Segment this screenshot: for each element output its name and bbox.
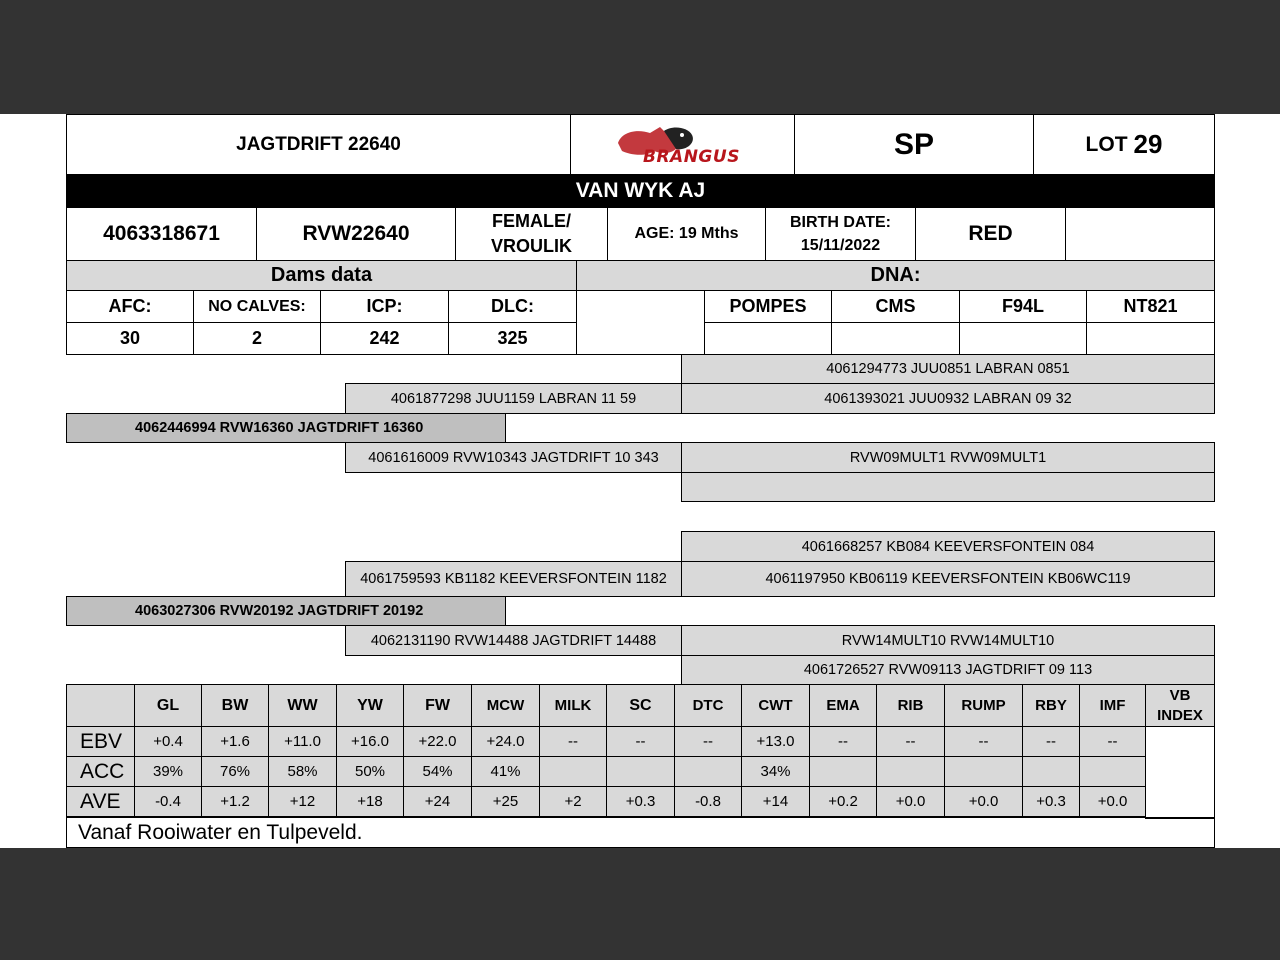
ebv-cell-ebv-rib: --	[876, 726, 945, 757]
pedigree-dam-sire: 4061759593 KB1182 KEEVERSFONTEIN 1182	[345, 561, 682, 597]
ebv-cell-ave-rump: +0.0	[944, 786, 1023, 817]
ebv-header-bw: BW	[201, 684, 269, 727]
ebv-cell-acc-rby	[1022, 756, 1080, 787]
dams-calves-value: 2	[193, 322, 321, 355]
breeder-bar: VAN WYK AJ	[66, 175, 1215, 207]
reg-number: 4063318671	[66, 207, 257, 261]
pedigree-sire-sire-sire: 4061294773 JUU0851 LABRAN 0851	[681, 354, 1215, 384]
vb-label-line2: INDEX	[1157, 706, 1203, 724]
dams-dlc-value: 325	[448, 322, 577, 355]
pedigree-dam-dam-sire: RVW14MULT10 RVW14MULT10	[681, 625, 1215, 656]
dams-icp-header: ICP:	[320, 290, 449, 323]
ebv-cell-acc-ww: 58%	[268, 756, 337, 787]
dams-icp-value: 242	[320, 322, 449, 355]
pedigree-sire-sire-dam: 4061393021 JUU0932 LABRAN 09 32	[681, 383, 1215, 414]
ebv-header-dtc: DTC	[674, 684, 742, 727]
ebv-cell-acc-cwt: 34%	[741, 756, 810, 787]
ebv-cell-ebv-sc: --	[606, 726, 675, 757]
ebv-cell-ebv-rump: --	[944, 726, 1023, 757]
ebv-cell-ave-gl: -0.4	[134, 786, 202, 817]
ebv-cell-ave-dtc: -0.8	[674, 786, 742, 817]
dams-afc-header: AFC:	[66, 290, 194, 323]
age: AGE: 19 Mths	[607, 207, 766, 261]
dams-title: Dams data	[66, 260, 577, 291]
vb-label-line1: VB	[1169, 686, 1191, 704]
ebv-header-cwt: CWT	[741, 684, 810, 727]
lot	[1033, 114, 1215, 175]
sex	[455, 207, 608, 261]
ebv-cell-acc-ema	[809, 756, 877, 787]
ebv-corner	[66, 684, 135, 727]
ebv-cell-acc-fw: 54%	[403, 756, 472, 787]
pedigree-dam-dam: 4062131190 RVW14488 JAGTDRIFT 14488	[345, 625, 682, 656]
dna-pompes-value	[704, 322, 832, 355]
ebv-row-label-acc: ACC	[66, 756, 135, 787]
ebv-cell-ebv-bw: +1.6	[201, 726, 269, 757]
birth-label: BIRTH DATE:	[789, 214, 892, 231]
dams-dlc-header: DLC:	[448, 290, 577, 323]
birth-value: 15/11/2022	[800, 237, 881, 254]
ebv-cell-ebv-ww: +11.0	[268, 726, 337, 757]
pedigree-dam-sire-sire: 4061668257 KB084 KEEVERSFONTEIN 084	[681, 531, 1215, 562]
ebv-cell-ave-yw: +18	[336, 786, 404, 817]
ebv-cell-acc-sc	[606, 756, 675, 787]
ebv-cell-ave-imf: +0.0	[1079, 786, 1146, 817]
ebv-header-sc: SC	[606, 684, 675, 727]
sex-line1: FEMALE/	[492, 211, 571, 231]
ebv-cell-ave-fw: +24	[403, 786, 472, 817]
pedigree-sire-dam-sire: RVW09MULT1 RVW09MULT1	[681, 442, 1215, 473]
ebv-header-rby: RBY	[1022, 684, 1080, 727]
ebv-cell-ave-mcw: +25	[471, 786, 540, 817]
ebv-cell-ave-ww: +12	[268, 786, 337, 817]
ebv-cell-acc-dtc	[674, 756, 742, 787]
ebv-cell-ave-bw: +1.2	[201, 786, 269, 817]
ebv-cell-acc-milk	[539, 756, 607, 787]
ebv-cell-ebv-rby: --	[1022, 726, 1080, 757]
colour: RED	[915, 207, 1066, 261]
ebv-header-rib: RIB	[876, 684, 945, 727]
ebv-cell-ebv-milk: --	[539, 726, 607, 757]
dna-f94l-header: F94L	[959, 290, 1087, 323]
ebv-cell-ebv-fw: +22.0	[403, 726, 472, 757]
pedigree-dam-dam-dam: 4061726527 RVW09113 JAGTDRIFT 09 113	[681, 655, 1215, 685]
dna-f94l-value	[959, 322, 1087, 355]
ebv-cell-acc-mcw: 41%	[471, 756, 540, 787]
comment: Vanaf Rooiwater en Tulpeveld.	[66, 817, 1215, 848]
animal-name: JAGTDRIFT 22640	[66, 114, 571, 175]
dna-title: DNA:	[576, 260, 1215, 291]
ebv-cell-ebv-ema: --	[809, 726, 877, 757]
grade: SP	[794, 114, 1034, 175]
ebv-header-gl: GL	[134, 684, 202, 727]
pedigree-dam: 4063027306 RVW20192 JAGTDRIFT 20192	[66, 596, 506, 626]
ebv-cell-ebv-mcw: +24.0	[471, 726, 540, 757]
ebv-cell-ave-rby: +0.3	[1022, 786, 1080, 817]
ebv-header-fw: FW	[403, 684, 472, 727]
ebv-header-mcw: MCW	[471, 684, 540, 727]
ebv-header-ww: WW	[268, 684, 337, 727]
dna-blank	[576, 290, 705, 355]
logo-text: BRANGUS	[643, 147, 740, 167]
ebv-header-yw: YW	[336, 684, 404, 727]
dna-pompes-header: POMPES	[704, 290, 832, 323]
birth-date	[765, 207, 916, 261]
ebv-header-imf: IMF	[1079, 684, 1146, 727]
dams-afc-value: 30	[66, 322, 194, 355]
lot-label: LOT	[1085, 132, 1128, 156]
ebv-cell-acc-rump	[944, 756, 1023, 787]
ebv-cell-ave-cwt: +14	[741, 786, 810, 817]
ebv-row-label-ebv: EBV	[66, 726, 135, 757]
lot-number: 29	[1133, 129, 1163, 159]
sex-line2: VROULIK	[491, 236, 572, 256]
extra-field	[1065, 207, 1215, 261]
ebv-cell-ebv-gl: +0.4	[134, 726, 202, 757]
ebv-cell-ebv-imf: --	[1079, 726, 1146, 757]
dna-cms-header: CMS	[831, 290, 960, 323]
ebv-cell-ebv-yw: +16.0	[336, 726, 404, 757]
pedigree-sire: 4062446994 RVW16360 JAGTDRIFT 16360	[66, 413, 506, 443]
ebv-cell-acc-rib	[876, 756, 945, 787]
dna-cms-value	[831, 322, 960, 355]
ebv-cell-ave-rib: +0.0	[876, 786, 945, 817]
dams-calves-header: NO CALVES:	[193, 290, 321, 323]
pedigree-sire-dam-dam	[681, 472, 1215, 502]
ebv-vb-index-value	[1145, 726, 1215, 819]
pedigree-dam-sire-dam: 4061197950 KB06119 KEEVERSFONTEIN KB06WC119	[681, 561, 1215, 597]
ebv-header-vb-index	[1145, 684, 1215, 727]
ebv-header-ema: EMA	[809, 684, 877, 727]
ebv-header-milk: MILK	[539, 684, 607, 727]
ebv-cell-ebv-dtc: --	[674, 726, 742, 757]
lot-sheet	[0, 114, 1280, 848]
pedigree-sire-sire: 4061877298 JUU1159 LABRAN 11 59	[345, 383, 682, 414]
id-code: RVW22640	[256, 207, 456, 261]
ebv-cell-ave-milk: +2	[539, 786, 607, 817]
ebv-cell-ebv-cwt: +13.0	[741, 726, 810, 757]
ebv-cell-acc-yw: 50%	[336, 756, 404, 787]
ebv-row-label-ave: AVE	[66, 786, 135, 817]
pedigree-sire-dam: 4061616009 RVW10343 JAGTDRIFT 10 343	[345, 442, 682, 473]
ebv-cell-acc-bw: 76%	[201, 756, 269, 787]
dna-nt821-header: NT821	[1086, 290, 1215, 323]
ebv-cell-acc-gl: 39%	[134, 756, 202, 787]
brangus-logo	[570, 114, 795, 175]
dna-nt821-value	[1086, 322, 1215, 355]
ebv-header-rump: RUMP	[944, 684, 1023, 727]
ebv-cell-ave-ema: +0.2	[809, 786, 877, 817]
ebv-cell-acc-imf	[1079, 756, 1146, 787]
ebv-cell-ave-sc: +0.3	[606, 786, 675, 817]
